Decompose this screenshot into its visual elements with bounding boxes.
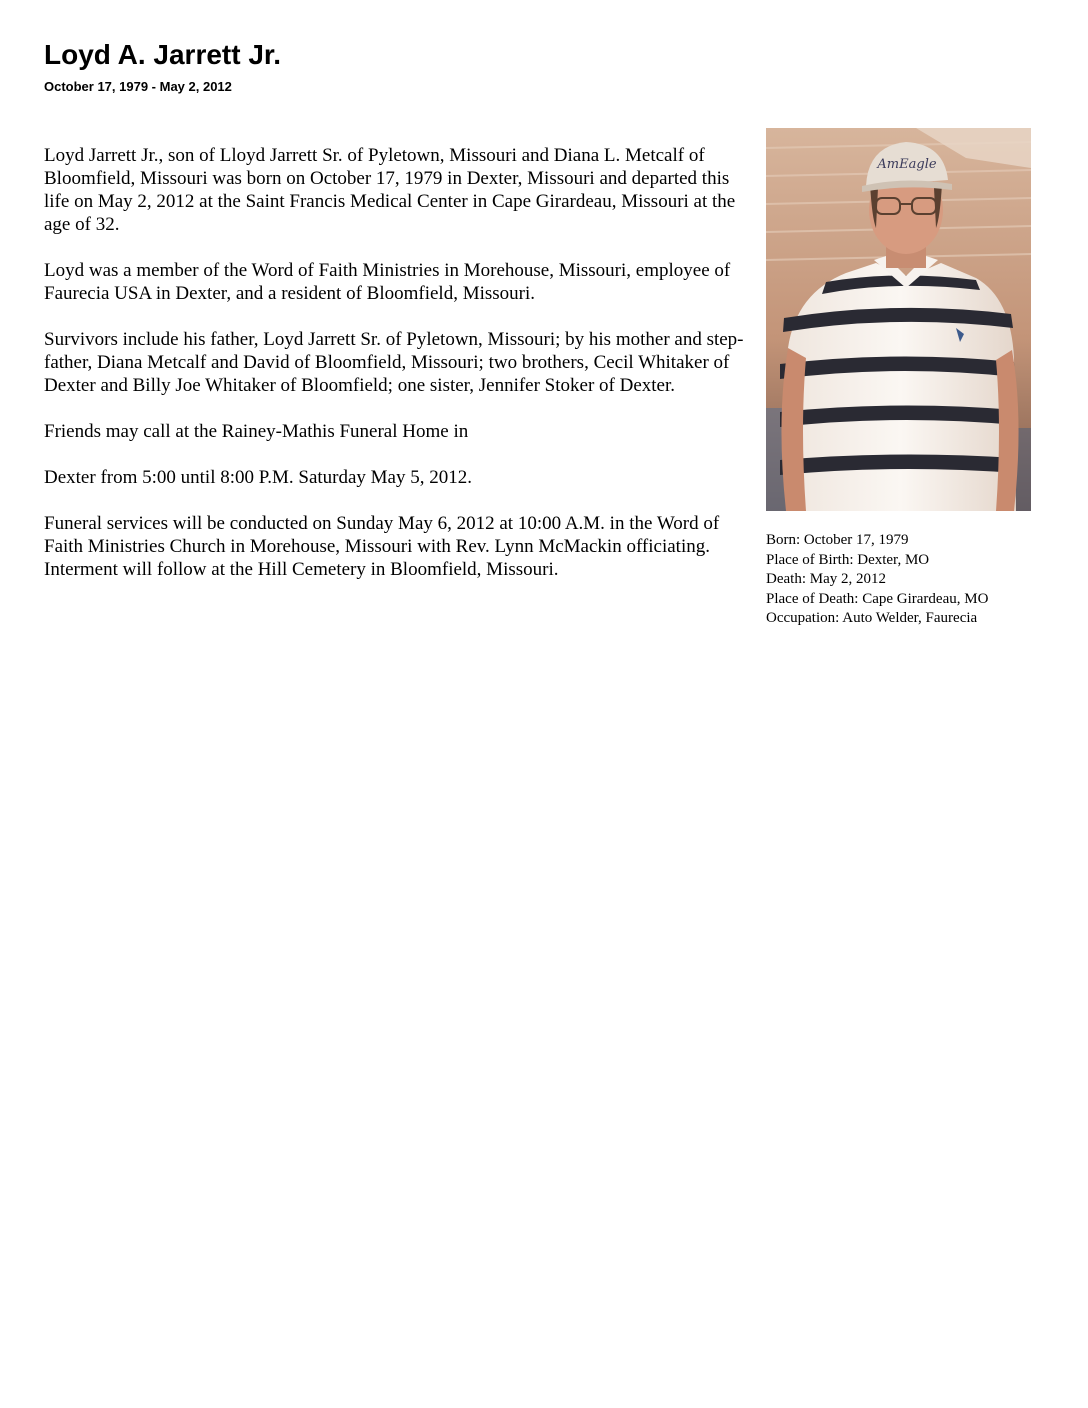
cap-text: AmEagle [877,157,937,172]
obituary-paragraph: Loyd was a member of the Word of Faith Ministries in Morehouse, Missouri, employee of Faurecia USA in Dexter, and a resident of Bloomfield, Missouri. [44,260,731,304]
fact-born: Born: October 17, 1979 [766,532,909,548]
vital-facts [766,531,1066,629]
obituary-paragraph: Loyd Jarrett Jr., son of Lloyd Jarrett Sr. of Pyletown, Missouri and Diana L. Metcalf of Bloomfield, Missouri was born on October 17, 1979 in Dexter, Missouri and departed this life on May 2, 2012 at the Saint Francis Medical Center in Cape Girardeau, Missouri at the age of 32. [44,145,736,235]
page-title: Loyd A. Jarrett Jr. [44,39,282,70]
obituary-paragraph: Dexter from 5:00 until 8:00 P.M. Saturday May 5, 2012. [44,467,472,488]
fact-place-of-birth: Place of Birth: Dexter, MO [766,551,930,568]
obituary-text [44,144,744,604]
portrait-photo [766,128,1031,511]
life-dates: October 17, 1979 - May 2, 2012 [44,79,232,94]
fact-occupation: Occupation: Auto Welder, Faurecia [766,610,978,627]
obituary-paragraph: Funeral services will be conducted on Sunday May 6, 2012 at 10:00 A.M. in the Word of Faith Ministries Church in Morehouse, Missouri with Rev. Lynn McMackin officiating. Interment will follow at the Hill Cemetery in Bloomfield, Missouri. [44,513,720,580]
obituary-paragraph: Friends may call at the Rainey-Mathis Funeral Home in [44,421,469,442]
obituary-paragraph: Survivors include his father, Loyd Jarrett Sr. of Pyletown, Missouri; by his mother and step-father, Diana Metcalf and David of Bloomfield, Missouri; two brothers, Cecil Whitaker of Dexter and Billy Joe Whitaker of Bloomfield; one sister, Jennifer Stoker of Dexter. [44,329,744,396]
fact-death: Death: May 2, 2012 [766,571,886,588]
fact-place-of-death: Place of Death: Cape Girardeau, MO [766,590,989,607]
